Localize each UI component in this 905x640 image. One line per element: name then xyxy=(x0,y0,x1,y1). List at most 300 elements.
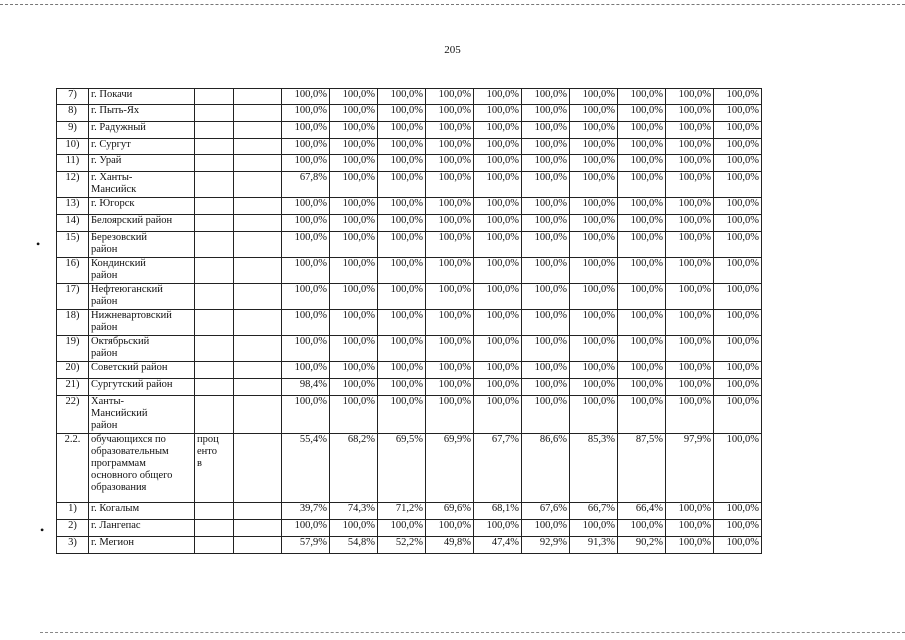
table-row xyxy=(57,155,762,172)
row-unit xyxy=(195,520,234,537)
value-cell: 69,6% xyxy=(426,503,474,520)
row-unit xyxy=(195,362,234,379)
value-cell: 100,0% xyxy=(714,122,762,139)
empty-cell xyxy=(234,139,282,155)
empty-cell xyxy=(234,122,282,139)
row-unit: проц енто в xyxy=(195,434,234,503)
value-cell: 100,0% xyxy=(570,520,618,537)
value-cell: 100,0% xyxy=(714,336,762,362)
table-row xyxy=(57,362,762,379)
value-cell: 100,0% xyxy=(570,122,618,139)
value-cell: 100,0% xyxy=(714,89,762,105)
value-cell: 100,0% xyxy=(330,122,378,139)
value-cell: 100,0% xyxy=(522,215,570,232)
row-name: Березовский район xyxy=(89,232,195,258)
row-unit xyxy=(195,232,234,258)
row-number: 21) xyxy=(57,379,89,396)
value-cell: 100,0% xyxy=(282,520,330,537)
value-cell: 100,0% xyxy=(282,310,330,336)
row-unit xyxy=(195,379,234,396)
value-cell: 100,0% xyxy=(330,258,378,284)
row-unit xyxy=(195,122,234,139)
row-name: Октябрьский район xyxy=(89,336,195,362)
value-cell: 100,0% xyxy=(330,105,378,122)
row-number: 20) xyxy=(57,362,89,379)
value-cell: 100,0% xyxy=(426,362,474,379)
value-cell: 100,0% xyxy=(570,89,618,105)
table-row xyxy=(57,198,762,215)
value-cell: 100,0% xyxy=(474,232,522,258)
value-cell: 100,0% xyxy=(282,284,330,310)
value-cell: 100,0% xyxy=(618,89,666,105)
row-name: обучающихся по образовательным программам основного общего образования xyxy=(89,434,195,503)
empty-cell xyxy=(234,336,282,362)
value-cell: 100,0% xyxy=(714,258,762,284)
value-cell: 100,0% xyxy=(666,284,714,310)
table-row xyxy=(57,503,762,520)
value-cell: 100,0% xyxy=(474,198,522,215)
value-cell: 100,0% xyxy=(474,122,522,139)
row-unit xyxy=(195,396,234,434)
scan-top-edge xyxy=(0,4,905,5)
empty-cell xyxy=(234,537,282,554)
row-number: 1) xyxy=(57,503,89,520)
row-name: г. Радужный xyxy=(89,122,195,139)
value-cell: 100,0% xyxy=(666,172,714,198)
row-name: г. Лангепас xyxy=(89,520,195,537)
value-cell: 100,0% xyxy=(714,215,762,232)
value-cell: 100,0% xyxy=(666,105,714,122)
value-cell: 100,0% xyxy=(714,434,762,503)
value-cell: 100,0% xyxy=(426,198,474,215)
row-name: г. Югорск xyxy=(89,198,195,215)
value-cell: 100,0% xyxy=(618,198,666,215)
row-number: 13) xyxy=(57,198,89,215)
value-cell: 100,0% xyxy=(282,155,330,172)
value-cell: 92,9% xyxy=(522,537,570,554)
value-cell: 100,0% xyxy=(378,198,426,215)
row-unit xyxy=(195,139,234,155)
value-cell: 100,0% xyxy=(714,155,762,172)
value-cell: 100,0% xyxy=(570,105,618,122)
row-unit xyxy=(195,503,234,520)
value-cell: 68,2% xyxy=(330,434,378,503)
value-cell: 100,0% xyxy=(570,232,618,258)
table-row xyxy=(57,284,762,310)
value-cell: 100,0% xyxy=(426,396,474,434)
value-cell: 100,0% xyxy=(714,537,762,554)
value-cell: 100,0% xyxy=(666,537,714,554)
value-cell: 100,0% xyxy=(426,105,474,122)
value-cell: 100,0% xyxy=(426,122,474,139)
scan-bottom-edge xyxy=(40,632,905,633)
row-number: 19) xyxy=(57,336,89,362)
value-cell: 100,0% xyxy=(618,379,666,396)
row-name: г. Покачи xyxy=(89,89,195,105)
value-cell: 100,0% xyxy=(330,215,378,232)
row-unit xyxy=(195,105,234,122)
row-name: Советский район xyxy=(89,362,195,379)
value-cell: 54,8% xyxy=(330,537,378,554)
value-cell: 100,0% xyxy=(714,232,762,258)
value-cell: 100,0% xyxy=(330,520,378,537)
value-cell: 100,0% xyxy=(570,310,618,336)
table-row xyxy=(57,396,762,434)
value-cell: 100,0% xyxy=(666,232,714,258)
value-cell: 100,0% xyxy=(666,155,714,172)
empty-cell xyxy=(234,198,282,215)
value-cell: 100,0% xyxy=(282,89,330,105)
row-name: Нефтеюганский район xyxy=(89,284,195,310)
value-cell: 100,0% xyxy=(330,336,378,362)
empty-cell xyxy=(234,105,282,122)
value-cell: 47,4% xyxy=(474,537,522,554)
value-cell: 100,0% xyxy=(378,362,426,379)
value-cell: 100,0% xyxy=(378,155,426,172)
value-cell: 100,0% xyxy=(714,520,762,537)
value-cell: 100,0% xyxy=(618,284,666,310)
value-cell: 100,0% xyxy=(714,105,762,122)
value-cell: 100,0% xyxy=(378,105,426,122)
value-cell: 100,0% xyxy=(522,520,570,537)
value-cell: 100,0% xyxy=(522,396,570,434)
row-name: Нижневартовский район xyxy=(89,310,195,336)
value-cell: 74,3% xyxy=(330,503,378,520)
empty-cell xyxy=(234,362,282,379)
value-cell: 100,0% xyxy=(714,396,762,434)
value-cell: 100,0% xyxy=(618,362,666,379)
value-cell: 100,0% xyxy=(378,310,426,336)
value-cell: 100,0% xyxy=(378,520,426,537)
row-name: г. Урай xyxy=(89,155,195,172)
row-name: Кондинский район xyxy=(89,258,195,284)
empty-cell xyxy=(234,172,282,198)
empty-cell xyxy=(234,215,282,232)
value-cell: 100,0% xyxy=(426,232,474,258)
row-name: г. Мегион xyxy=(89,537,195,554)
value-cell: 100,0% xyxy=(474,139,522,155)
row-number: 14) xyxy=(57,215,89,232)
value-cell: 100,0% xyxy=(282,232,330,258)
value-cell: 98,4% xyxy=(282,379,330,396)
value-cell: 100,0% xyxy=(666,379,714,396)
value-cell: 67,7% xyxy=(474,434,522,503)
value-cell: 100,0% xyxy=(618,232,666,258)
row-name: г. Ханты- Мансийск xyxy=(89,172,195,198)
value-cell: 100,0% xyxy=(378,232,426,258)
value-cell: 100,0% xyxy=(522,284,570,310)
value-cell: 100,0% xyxy=(378,89,426,105)
empty-cell xyxy=(234,379,282,396)
value-cell: 100,0% xyxy=(522,172,570,198)
value-cell: 100,0% xyxy=(426,155,474,172)
value-cell: 100,0% xyxy=(330,139,378,155)
value-cell: 100,0% xyxy=(474,155,522,172)
table-row xyxy=(57,520,762,537)
value-cell: 100,0% xyxy=(378,258,426,284)
value-cell: 100,0% xyxy=(474,336,522,362)
row-name: г. Пыть-Ях xyxy=(89,105,195,122)
row-unit xyxy=(195,537,234,554)
value-cell: 100,0% xyxy=(330,379,378,396)
value-cell: 100,0% xyxy=(330,396,378,434)
row-number: 11) xyxy=(57,155,89,172)
row-name: Сургутский район xyxy=(89,379,195,396)
value-cell: 100,0% xyxy=(570,139,618,155)
row-number: 12) xyxy=(57,172,89,198)
value-cell: 100,0% xyxy=(474,379,522,396)
value-cell: 100,0% xyxy=(426,310,474,336)
statistics-table xyxy=(56,88,762,554)
value-cell: 100,0% xyxy=(570,258,618,284)
value-cell: 100,0% xyxy=(282,122,330,139)
empty-cell xyxy=(234,155,282,172)
empty-cell xyxy=(234,258,282,284)
value-cell: 100,0% xyxy=(714,379,762,396)
row-name: Белоярский район xyxy=(89,215,195,232)
value-cell: 100,0% xyxy=(714,503,762,520)
value-cell: 100,0% xyxy=(714,172,762,198)
value-cell: 100,0% xyxy=(282,362,330,379)
value-cell: 100,0% xyxy=(330,362,378,379)
row-number: 16) xyxy=(57,258,89,284)
value-cell: 100,0% xyxy=(618,122,666,139)
value-cell: 100,0% xyxy=(474,258,522,284)
value-cell: 57,9% xyxy=(282,537,330,554)
table-row xyxy=(57,379,762,396)
value-cell: 100,0% xyxy=(378,336,426,362)
value-cell: 100,0% xyxy=(426,520,474,537)
value-cell: 91,3% xyxy=(570,537,618,554)
value-cell: 100,0% xyxy=(282,139,330,155)
table-row xyxy=(57,336,762,362)
table-row xyxy=(57,215,762,232)
row-number: 9) xyxy=(57,122,89,139)
value-cell: 100,0% xyxy=(378,284,426,310)
value-cell: 100,0% xyxy=(666,396,714,434)
row-number: 7) xyxy=(57,89,89,105)
value-cell: 87,5% xyxy=(618,434,666,503)
value-cell: 100,0% xyxy=(522,258,570,284)
value-cell: 100,0% xyxy=(618,215,666,232)
table-row xyxy=(57,89,762,105)
value-cell: 100,0% xyxy=(666,503,714,520)
value-cell: 100,0% xyxy=(282,105,330,122)
value-cell: 100,0% xyxy=(570,379,618,396)
table-row xyxy=(57,172,762,198)
value-cell: 67,8% xyxy=(282,172,330,198)
value-cell: 90,2% xyxy=(618,537,666,554)
value-cell: 100,0% xyxy=(426,258,474,284)
value-cell: 100,0% xyxy=(426,215,474,232)
value-cell: 100,0% xyxy=(570,172,618,198)
value-cell: 100,0% xyxy=(378,172,426,198)
row-number: 8) xyxy=(57,105,89,122)
value-cell: 100,0% xyxy=(522,232,570,258)
value-cell: 100,0% xyxy=(282,215,330,232)
value-cell: 100,0% xyxy=(714,139,762,155)
value-cell: 100,0% xyxy=(714,362,762,379)
value-cell: 100,0% xyxy=(522,105,570,122)
table-row xyxy=(57,537,762,554)
value-cell: 100,0% xyxy=(666,520,714,537)
value-cell: 100,0% xyxy=(426,172,474,198)
table-row xyxy=(57,258,762,284)
value-cell: 100,0% xyxy=(618,336,666,362)
value-cell: 100,0% xyxy=(570,362,618,379)
table-row xyxy=(57,122,762,139)
value-cell: 100,0% xyxy=(378,139,426,155)
value-cell: 69,9% xyxy=(426,434,474,503)
value-cell: 100,0% xyxy=(714,198,762,215)
value-cell: 100,0% xyxy=(426,139,474,155)
value-cell: 100,0% xyxy=(618,139,666,155)
empty-cell xyxy=(234,284,282,310)
value-cell: 67,6% xyxy=(522,503,570,520)
value-cell: 100,0% xyxy=(330,155,378,172)
value-cell: 100,0% xyxy=(474,396,522,434)
value-cell: 100,0% xyxy=(666,215,714,232)
empty-cell xyxy=(234,310,282,336)
row-number: 2) xyxy=(57,520,89,537)
value-cell: 100,0% xyxy=(522,336,570,362)
value-cell: 100,0% xyxy=(426,89,474,105)
value-cell: 100,0% xyxy=(522,310,570,336)
value-cell: 100,0% xyxy=(522,89,570,105)
value-cell: 100,0% xyxy=(618,396,666,434)
row-unit xyxy=(195,336,234,362)
value-cell: 100,0% xyxy=(570,155,618,172)
empty-cell xyxy=(234,232,282,258)
value-cell: 100,0% xyxy=(666,122,714,139)
value-cell: 100,0% xyxy=(330,89,378,105)
value-cell: 100,0% xyxy=(522,379,570,396)
row-name: г. Сургут xyxy=(89,139,195,155)
value-cell: 100,0% xyxy=(618,258,666,284)
value-cell: 100,0% xyxy=(282,396,330,434)
row-number: 22) xyxy=(57,396,89,434)
value-cell: 100,0% xyxy=(330,232,378,258)
row-number: 10) xyxy=(57,139,89,155)
value-cell: 100,0% xyxy=(474,310,522,336)
scan-speck: • xyxy=(36,237,41,251)
row-unit xyxy=(195,284,234,310)
value-cell: 100,0% xyxy=(378,396,426,434)
value-cell: 100,0% xyxy=(714,284,762,310)
table-row xyxy=(57,434,762,503)
row-name: г. Когалым xyxy=(89,503,195,520)
row-unit xyxy=(195,89,234,105)
value-cell: 100,0% xyxy=(426,336,474,362)
row-number: 15) xyxy=(57,232,89,258)
value-cell: 100,0% xyxy=(666,139,714,155)
value-cell: 100,0% xyxy=(474,172,522,198)
value-cell: 66,7% xyxy=(570,503,618,520)
row-number: 18) xyxy=(57,310,89,336)
value-cell: 100,0% xyxy=(330,310,378,336)
row-unit xyxy=(195,215,234,232)
value-cell: 100,0% xyxy=(618,520,666,537)
value-cell: 100,0% xyxy=(666,336,714,362)
value-cell: 100,0% xyxy=(618,172,666,198)
row-unit xyxy=(195,258,234,284)
row-unit xyxy=(195,172,234,198)
value-cell: 52,2% xyxy=(378,537,426,554)
value-cell: 100,0% xyxy=(426,284,474,310)
value-cell: 100,0% xyxy=(426,379,474,396)
value-cell: 100,0% xyxy=(522,139,570,155)
value-cell: 100,0% xyxy=(570,215,618,232)
value-cell: 55,4% xyxy=(282,434,330,503)
empty-cell xyxy=(234,503,282,520)
value-cell: 68,1% xyxy=(474,503,522,520)
value-cell: 100,0% xyxy=(378,215,426,232)
value-cell: 97,9% xyxy=(666,434,714,503)
value-cell: 100,0% xyxy=(474,105,522,122)
table-row xyxy=(57,232,762,258)
value-cell: 100,0% xyxy=(666,362,714,379)
empty-cell xyxy=(234,520,282,537)
value-cell: 100,0% xyxy=(330,198,378,215)
value-cell: 100,0% xyxy=(714,310,762,336)
scan-speck: • xyxy=(40,523,45,537)
value-cell: 100,0% xyxy=(474,89,522,105)
value-cell: 100,0% xyxy=(474,362,522,379)
empty-cell xyxy=(234,89,282,105)
row-unit xyxy=(195,155,234,172)
row-name: Ханты- Мансийский район xyxy=(89,396,195,434)
row-unit xyxy=(195,310,234,336)
value-cell: 39,7% xyxy=(282,503,330,520)
value-cell: 100,0% xyxy=(474,284,522,310)
value-cell: 100,0% xyxy=(570,396,618,434)
value-cell: 66,4% xyxy=(618,503,666,520)
value-cell: 86,6% xyxy=(522,434,570,503)
row-number: 2.2. xyxy=(57,434,89,503)
value-cell: 100,0% xyxy=(618,105,666,122)
value-cell: 100,0% xyxy=(378,122,426,139)
value-cell: 100,0% xyxy=(282,198,330,215)
value-cell: 100,0% xyxy=(666,198,714,215)
value-cell: 100,0% xyxy=(282,336,330,362)
value-cell: 100,0% xyxy=(618,155,666,172)
empty-cell xyxy=(234,396,282,434)
value-cell: 100,0% xyxy=(282,258,330,284)
value-cell: 85,3% xyxy=(570,434,618,503)
value-cell: 100,0% xyxy=(522,155,570,172)
value-cell: 100,0% xyxy=(522,362,570,379)
value-cell: 100,0% xyxy=(474,215,522,232)
value-cell: 49,8% xyxy=(426,537,474,554)
table-row xyxy=(57,139,762,155)
value-cell: 69,5% xyxy=(378,434,426,503)
value-cell: 100,0% xyxy=(570,284,618,310)
empty-cell xyxy=(234,434,282,503)
value-cell: 100,0% xyxy=(570,336,618,362)
row-number: 3) xyxy=(57,537,89,554)
value-cell: 100,0% xyxy=(618,310,666,336)
value-cell: 100,0% xyxy=(378,379,426,396)
table-row xyxy=(57,105,762,122)
row-unit xyxy=(195,198,234,215)
value-cell: 100,0% xyxy=(522,198,570,215)
value-cell: 100,0% xyxy=(666,310,714,336)
value-cell: 100,0% xyxy=(666,258,714,284)
value-cell: 100,0% xyxy=(330,284,378,310)
table-row xyxy=(57,310,762,336)
value-cell: 100,0% xyxy=(330,172,378,198)
value-cell: 71,2% xyxy=(378,503,426,520)
